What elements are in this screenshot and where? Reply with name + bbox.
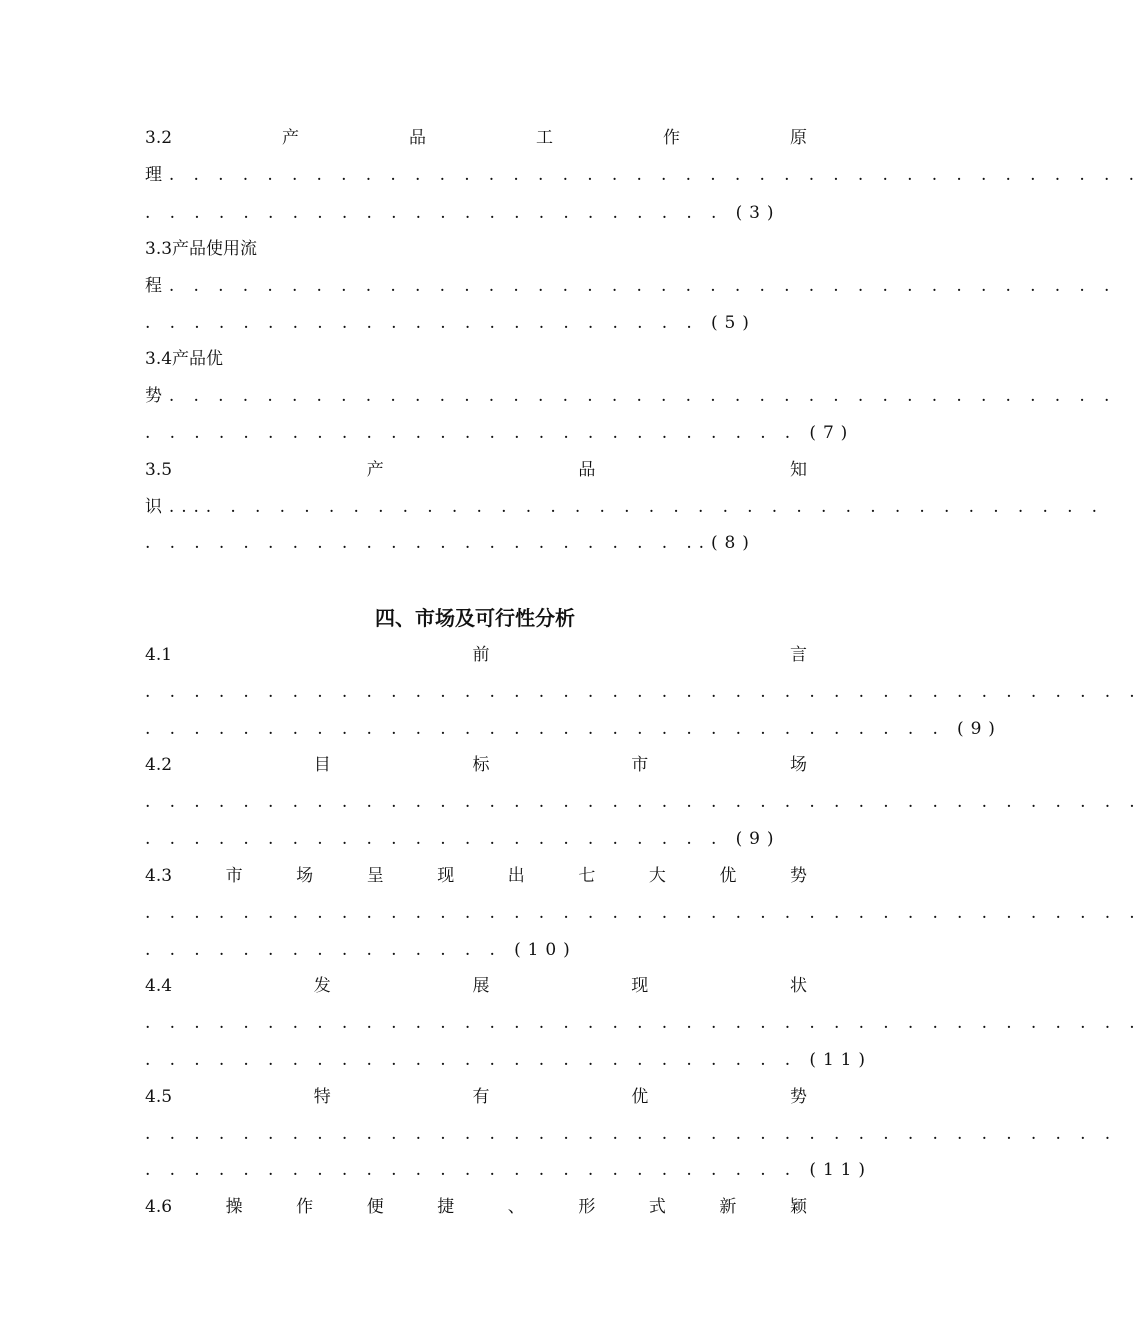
toc-char: 形 [578,1197,596,1217]
toc-leader-line: . . . . . . . . . . . . . . . . . . . . . . . . . . . . . . . . . . . . . . . . . [145,682,1142,702]
toc-char: 大 [648,866,666,886]
toc-char: 发 [313,976,331,996]
toc-char: 言 [789,645,807,665]
toc-number: 3.2 [145,128,173,148]
toc-number: 4.5 [145,1087,173,1107]
toc-entry-4-3[interactable] [145,863,807,889]
toc-char: 有 [472,1087,490,1107]
toc-entry-3-5[interactable] [145,457,807,483]
toc-number: 4.4 [145,976,173,996]
toc-char: 品 [409,128,427,148]
toc-char: 优 [631,1087,649,1107]
toc-number: 4.1 [145,645,173,665]
toc-number: 4.2 [145,755,173,775]
toc-page-ref: . . . . . . . . . . . . . . . . . . . . . . . . . . . . . . . . . (9) [145,719,1002,739]
toc-char: 新 [719,1197,737,1217]
toc-number: 3.5 [145,460,173,480]
toc-char: 颖 [789,1197,807,1217]
toc-char: 展 [472,976,490,996]
toc-page-ref: . . . . . . . . . . . . . . . (10) [145,940,577,960]
toc-leader-line: . . . . . . . . . . . . . . . . . . . . . . . . . . . . . . . . . . . . . . . . . [145,903,1142,923]
toc-char: 状 [789,976,807,996]
toc-leader-line: . . . . . . . . . . . . . . . . . . . . . . . . . . . . . . . . . . . . . . . . . [145,792,1142,812]
toc-page-ref: . . . . . . . . . . . . . . . . . . . . . . ..(8) [145,533,756,553]
toc-number: 4.6 [145,1197,173,1217]
toc-char: 势 [789,866,807,886]
toc-char: 前 [472,645,490,665]
toc-page-ref: . . . . . . . . . . . . . . . . . . . . . . . (5) [145,313,756,333]
toc-char: 工 [536,128,553,148]
toc-char: 便 [366,1197,384,1217]
toc-leader-line: 识.... . . . . . . . . . . . . . . . . . . . . . . . . . . . . . . . . . . . . [145,497,1104,517]
toc-char: 场 [296,866,314,886]
toc-char: 市 [225,866,243,886]
toc-page-ref: . . . . . . . . . . . . . . . . . . . . . . . . (9) [145,829,781,849]
toc-char: 市 [631,755,649,775]
toc-leader-line: 理. . . . . . . . . . . . . . . . . . . . . . . . . . . . . . . . . . . . . . . . [145,165,1141,185]
toc-entry-3-3[interactable]: 3.3产品使用流 [145,239,258,259]
toc-char: 标 [472,755,490,775]
toc-entry-4-5[interactable] [145,1084,807,1110]
toc-char: 、 [507,1197,525,1217]
toc-char: 原 [789,128,807,148]
toc-char: 捷 [437,1197,455,1217]
toc-leader-line: 势. . . . . . . . . . . . . . . . . . . . . . . . . . . . . . . . . . . . . . . [145,386,1117,406]
toc-entry-4-2[interactable] [145,752,807,778]
toc-char: 目 [313,755,331,775]
section-heading: 四、市场及可行性分析 [375,606,575,630]
toc-char: 产 [282,128,300,148]
toc-char: 现 [631,976,649,996]
toc-char: 特 [313,1087,331,1107]
toc-page-ref: . . . . . . . . . . . . . . . . . . . . . . . . . . . (11) [145,1160,872,1180]
toc-page-ref: . . . . . . . . . . . . . . . . . . . . . . . . . . . (11) [145,1050,872,1070]
toc-char: 式 [648,1197,666,1217]
toc-page-ref: . . . . . . . . . . . . . . . . . . . . . . . . (3) [145,203,781,223]
toc-entry-4-6[interactable] [145,1194,807,1220]
toc-char: 优 [719,866,737,886]
toc-char: 场 [789,755,807,775]
toc-char: 势 [789,1087,807,1107]
toc-leader-line: . . . . . . . . . . . . . . . . . . . . . . . . . . . . . . . . . . . . . . . . . [145,1013,1142,1033]
toc-char: 品 [578,460,596,480]
toc-char: 作 [662,128,680,148]
toc-leader-line: . . . . . . . . . . . . . . . . . . . . . . . . . . . . . . . . . . . . . . . . [145,1124,1118,1144]
toc-char: 作 [296,1197,314,1217]
toc-char: 现 [437,866,455,886]
toc-entry-4-4[interactable] [145,973,807,999]
toc-char: 七 [578,866,596,886]
toc-entry-4-1[interactable] [145,642,807,668]
toc-char: 知 [789,460,807,480]
toc-entry-3-4[interactable]: 3.4产品优 [145,349,224,369]
toc-entry-3-2[interactable] [145,125,807,151]
toc-number: 4.3 [145,866,173,886]
toc-page-ref: . . . . . . . . . . . . . . . . . . . . . . . . . . . (7) [145,423,855,443]
toc-char: 出 [507,866,525,886]
toc-leader-line: 程. . . . . . . . . . . . . . . . . . . . . . . . . . . . . . . . . . . . . . . [145,276,1117,296]
toc-char: 呈 [366,866,384,886]
toc-char: 操 [225,1197,243,1217]
toc-char: 产 [366,460,384,480]
